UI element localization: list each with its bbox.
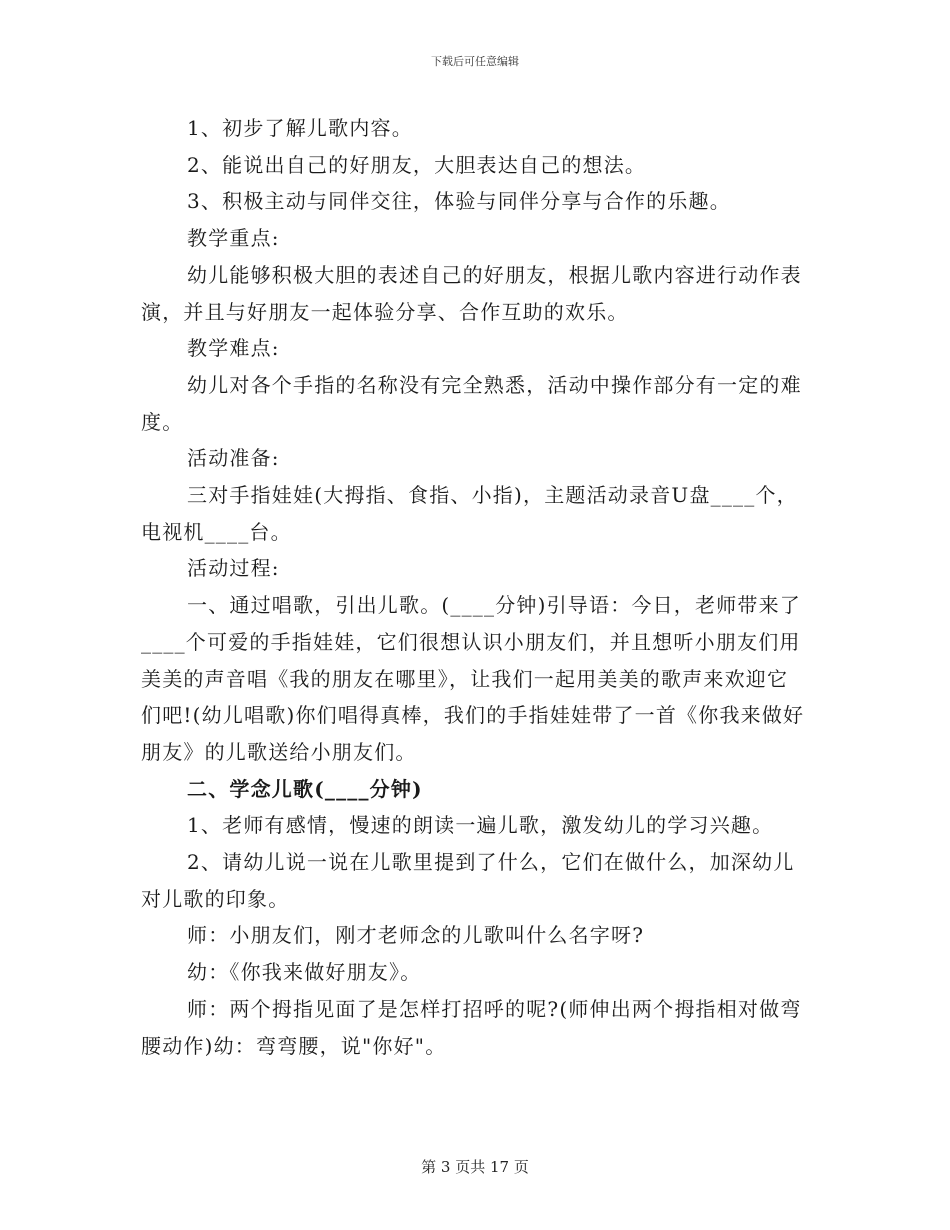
process-step-1: 一、通过唱歌，引出儿歌。(____分钟)引导语：今日，老师带来了____个可爱的手指娃娃，它们很想认识小朋友们，并且想听小朋友们用美美的声音唱《我的朋友在哪里》，让我们一起用美美的歌声来欢迎它们吧!(幼儿唱歌)你们唱得真棒，我们的手指娃娃带了一首《你我来做好朋友》的儿歌送给小朋友们。: [141, 593, 805, 764]
page-footer: 第 3 页共 17 页: [421, 1158, 529, 1176]
objective-2: 2、能说出自己的好朋友，大胆表达自己的想法。: [187, 152, 647, 177]
step-2-item-1: 1、老师有感情，慢速的朗读一遍儿歌，激发幼儿的学习兴趣。: [187, 813, 774, 838]
dialogue-child-1: 幼：《你我来做好朋友》。: [187, 960, 422, 985]
process-step-2-heading: 二、学念儿歌(____分钟): [187, 776, 423, 801]
objective-3: 3、积极主动与同伴交往，体验与同伴分享与合作的乐趣。: [187, 189, 731, 214]
page-header: 下载后可任意编辑: [431, 55, 519, 68]
key-points-text: 幼儿能够积极大胆的表述自己的好朋友，根据儿歌内容进行动作表演，并且与好朋友一起体验分享、合作互助的欢乐。: [141, 262, 802, 324]
difficulties-text: 幼儿对各个手指的名称没有完全熟悉，活动中操作部分有一定的难度。: [141, 372, 802, 434]
document-body: [141, 110, 809, 1064]
heading-difficulties: 教学难点:: [187, 336, 280, 361]
heading-process: 活动过程:: [187, 556, 280, 581]
heading-preparation: 活动准备:: [187, 446, 280, 471]
step-2-item-2: 2、请幼儿说一说在儿歌里提到了什么，它们在做什么，加深幼儿对儿歌的印象。: [141, 850, 795, 911]
dialogue-teacher-1: 师：小朋友们，刚才老师念的儿歌叫什么名字呀?: [187, 923, 645, 948]
preparation-text: 三对手指娃娃(大拇指、食指、小指)，主题活动录音U盘____个，电视机____台。: [141, 483, 798, 544]
objective-1: 1、初步了解儿歌内容。: [187, 116, 413, 140]
dialogue-teacher-2: 师：两个拇指见面了是怎样打招呼的呢?(师伸出两个拇指相对做弯腰动作)幼：弯弯腰，说"你好"。: [141, 996, 802, 1058]
heading-key-points: 教学重点:: [187, 226, 280, 251]
